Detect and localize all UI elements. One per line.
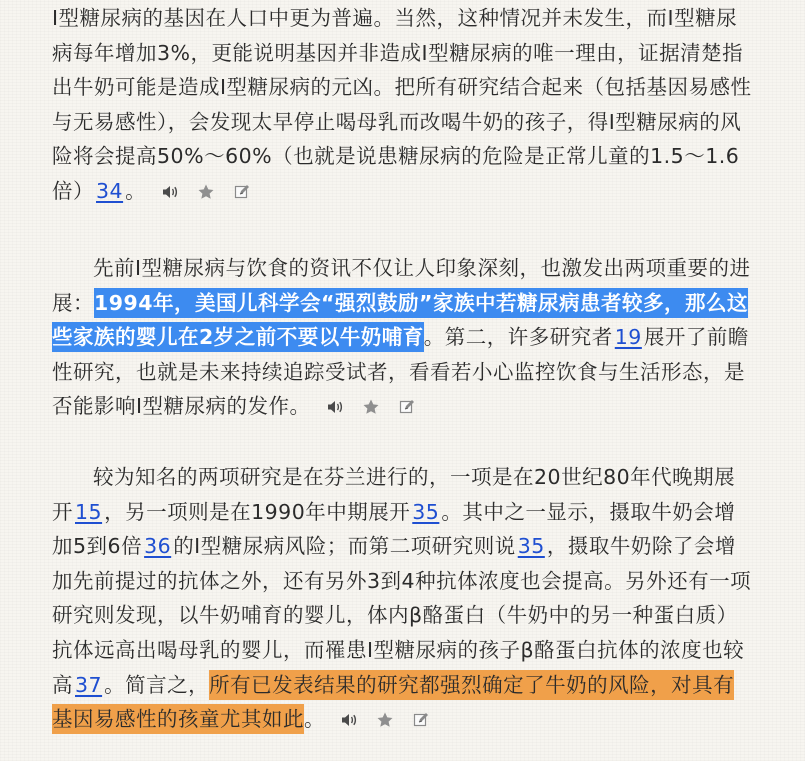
body-text: ，摄取牛奶除了会增加先前提过的抗体之外，还有另外3到4种抗体浓度也会提高。另外还有一项研究则发现，以牛奶哺育的婴儿，体内β酪蛋白（牛奶中的另一种蛋白质）抗体远高出喝母乳的婴儿，而罹患Ⅰ型糖尿病的孩子β酪蛋白抗体的浓度也较高: [52, 534, 752, 697]
footnote-link[interactable]: 35: [517, 534, 545, 559]
add-note-button[interactable]: [411, 710, 431, 730]
footnote-link[interactable]: 34: [96, 178, 124, 203]
edit-note-icon: [233, 183, 251, 201]
body-text: 较为知名的两项研究是在芬兰进行的，一项是在20世纪80年代晚期展开: [52, 465, 736, 524]
footnote-link[interactable]: 35: [412, 499, 440, 524]
paragraph-toolbar: [339, 710, 431, 730]
speaker-icon: [340, 712, 358, 728]
read-aloud-button[interactable]: [325, 397, 345, 417]
body-text: 。简言之，: [104, 672, 210, 697]
bookmark-button[interactable]: [196, 182, 216, 202]
edit-note-icon: [412, 711, 430, 729]
body-text: ，另一项则是在1990年中期展开: [104, 499, 411, 524]
star-icon: [197, 183, 215, 201]
read-aloud-button[interactable]: [339, 710, 359, 730]
footnote-link[interactable]: 15: [75, 499, 103, 524]
body-text: Ⅰ型糖尿病的基因在人口中更为普遍。当然，这种情况并未发生，而Ⅰ型糖尿病每年增加3%，更能说明基因并非造成Ⅰ型糖尿病的唯一理由，证据清楚指出牛奶可能是造成Ⅰ型糖尿病的元凶。把所有研究结合起来（包括基因易感性与无易感性），会发现太早停止喝母乳而改喝牛奶的孩子，得Ⅰ型糖尿病的风险将会提高50%～60%（也就是说患糖尿病的危险是正常儿童的1.5～1.6倍）: [52, 6, 752, 203]
body-text: 。其中之一显示，摄取牛奶会增加5到6倍: [52, 499, 736, 559]
body-text: 。: [125, 178, 147, 203]
body-text: 。: [304, 707, 325, 732]
body-text: 展开了前瞻性研究，也就是未来持续追踪受试者，看看若小心监控饮食与生活形态，是否能影响Ⅰ型糖尿病的发作。: [52, 325, 749, 419]
read-aloud-button[interactable]: [160, 182, 180, 202]
star-icon: [362, 398, 380, 416]
paragraph: [52, 460, 752, 737]
paragraph-toolbar: [160, 182, 252, 202]
edit-note-icon: [398, 398, 416, 416]
paragraph-toolbar: [325, 397, 417, 417]
footnote-link[interactable]: 37: [75, 672, 103, 697]
add-note-button[interactable]: [397, 397, 417, 417]
selected-text-highlight[interactable]: 1994年，美国儿科学会“强烈鼓励”家族中若糖尿病患者较多，那么这些家族的婴儿在2岁之前不要以牛奶哺育: [52, 288, 748, 353]
body-text: 的Ⅰ型糖尿病风险；而第二项研究则说: [173, 534, 516, 559]
bookmark-button[interactable]: [375, 710, 395, 730]
speaker-icon: [161, 184, 179, 200]
add-note-button[interactable]: [232, 182, 252, 202]
body-text: 先前Ⅰ型糖尿病与饮食的资讯不仅让人印象深刻，也激发出两项重要的进展：: [52, 256, 751, 315]
paragraph: [52, 251, 752, 424]
body-text: 。第二，许多研究者: [423, 325, 613, 350]
footnote-link[interactable]: 19: [614, 325, 642, 350]
footnote-link[interactable]: 36: [144, 534, 172, 559]
paragraph: [52, 1, 752, 209]
bookmark-button[interactable]: [361, 397, 381, 417]
star-icon: [376, 711, 394, 729]
speaker-icon: [326, 399, 344, 415]
orange-highlight[interactable]: 所有已发表结果的研究都强烈确定了牛奶的风险，对具有基因易感性的孩童尤其如此: [52, 670, 734, 735]
